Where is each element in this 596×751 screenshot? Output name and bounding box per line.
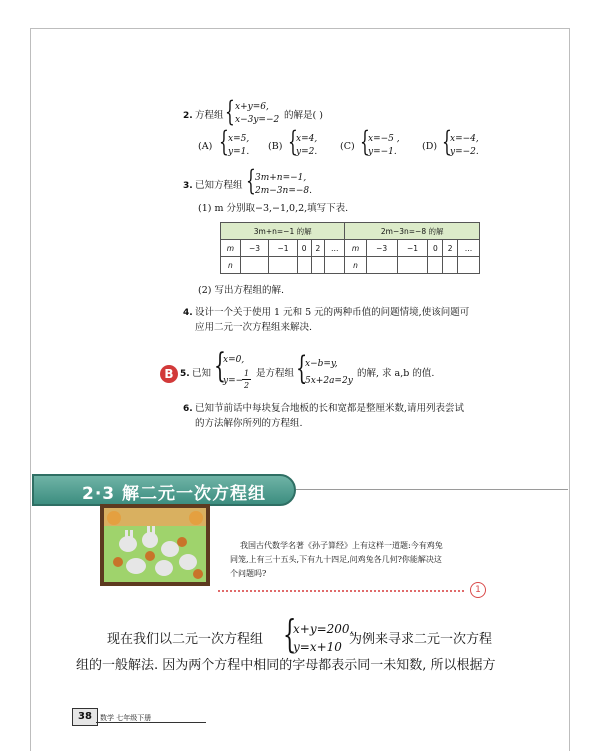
q5-s1: x=0,	[223, 355, 245, 365]
q2-lead: 方程组	[195, 110, 224, 121]
body-eq2: y=x+10	[293, 640, 342, 654]
table-cell: …	[458, 240, 480, 257]
problem-marker: 1	[470, 582, 486, 598]
q5-frac-den: 2	[244, 381, 250, 390]
q2-option-c-l2: y=−1.	[368, 147, 397, 157]
q2-option-d-l2: y=−2.	[450, 147, 479, 157]
story-line1: 我国古代数学名著《孙子算经》上有这样一道题:今有鸡兔	[240, 541, 443, 550]
q3-table	[220, 222, 480, 274]
q2-option-d-l1: x=−4,	[450, 134, 479, 144]
q5-frac-num: 1	[244, 369, 250, 378]
q2-option-b-l2: y=2.	[296, 147, 318, 157]
table-cell: −3	[366, 240, 397, 257]
q3-eq2: 2m−3n=−8.	[255, 186, 312, 196]
q5-lead: 已知	[192, 368, 212, 379]
q2-option-c-l1: x=−5 ,	[368, 134, 400, 144]
q2-brace: {	[225, 95, 235, 128]
q4-number: 4.	[183, 308, 193, 318]
body-p2: 组的一般解法. 因为两个方程中相同的字母都表示同一未知数, 所以根据方	[76, 658, 496, 673]
q6-line1: 已知节前话中每块复合地板的长和宽都是整厘米数,请用列表尝试	[195, 403, 465, 414]
q5-e2: 5x+2a=2y	[305, 376, 353, 386]
q3-brace: {	[246, 164, 256, 197]
table-cell: n	[221, 257, 241, 274]
q5-brace-1: {	[214, 346, 226, 386]
q2-option-d-label: (D)	[422, 141, 438, 152]
banner-rule	[296, 489, 568, 490]
footer-book-title: 数学 七年级下册	[100, 714, 152, 722]
table-cell: 0	[428, 240, 443, 257]
q3-eq1: 3m+n=−1,	[255, 173, 307, 183]
q2-option-a-l1: x=5,	[228, 134, 250, 144]
level-b-badge: B	[160, 365, 178, 383]
table-cell: n	[345, 257, 366, 274]
q2-option-b-l1: x=4,	[296, 134, 318, 144]
q4-line1: 设计一个关于使用 1 元和 5 元的两种币值的问题情境,使该问题可	[195, 307, 470, 318]
q3-sub2: (2) 写出方程组的解.	[198, 285, 284, 296]
body-p1a: 现在我们以二元一次方程组	[107, 632, 264, 647]
q2-option-a-brace: {	[219, 125, 229, 158]
dotted-rule	[218, 590, 464, 592]
q5-e1: x−b=y,	[305, 359, 338, 369]
body-p1b: 为例来寻求二元一次方程	[349, 632, 493, 647]
q3-number: 3.	[183, 181, 193, 191]
table-cell: m	[221, 240, 241, 257]
table-cell: 2	[311, 240, 325, 257]
q6-number: 6.	[183, 404, 193, 414]
table-left-header: 3m+n=−1 的解	[221, 223, 345, 240]
q3-sub1: (1) m 分别取−3,−1,0,2,填写下表.	[198, 203, 349, 214]
table-cell: …	[325, 240, 345, 257]
q2-option-a-label: (A)	[198, 141, 213, 152]
table-cell: m	[345, 240, 366, 257]
q2-eq2: x−3y=−2	[235, 115, 280, 125]
table-row-n	[221, 257, 480, 274]
q2-number: 2.	[183, 111, 193, 121]
section-banner	[32, 474, 296, 506]
table-cell: 0	[297, 240, 311, 257]
story-line2: 同笼,上有三十五头,下有九十四足,问鸡兔各几何?你能解决这	[230, 555, 442, 564]
q2-option-a-l2: y=1.	[228, 147, 250, 157]
table-cell: −1	[269, 240, 298, 257]
q2-tail: 的解是( )	[284, 110, 323, 121]
table-cell: −3	[240, 240, 269, 257]
q2-option-d-brace: {	[442, 125, 452, 158]
q6-line2: 的方法解你所列的方程组.	[195, 418, 303, 429]
q2-option-b-brace: {	[288, 125, 298, 158]
q2-option-c-brace: {	[360, 125, 370, 158]
table-right-header: 2m−3n=−8 的解	[345, 223, 480, 240]
q3-lead: 已知方程组	[195, 180, 243, 191]
page-number: 38	[72, 708, 98, 726]
rabbit-chicken-illustration	[100, 504, 210, 586]
q5-tail: 的解, 求 a,b 的值.	[357, 368, 435, 379]
body-brace: {	[283, 612, 297, 656]
table-cell: −1	[397, 240, 428, 257]
q4-line2: 应用二元一次方程组来解决.	[195, 322, 313, 333]
q5-mid: 是方程组	[256, 368, 295, 379]
q2-option-c-label: (C)	[340, 141, 355, 152]
section-title: 2·3 解二元一次方程组	[82, 484, 267, 504]
q5-brace-2: {	[296, 349, 308, 387]
q2-eq1: x+y=6,	[235, 102, 269, 112]
q5-s2: y=−	[223, 376, 244, 386]
body-eq1: x+y=200,	[293, 622, 354, 636]
story-line3: 个问题吗?	[230, 569, 267, 578]
q5-number: 5.	[180, 369, 190, 379]
q2-option-b-label: (B)	[268, 141, 283, 152]
table-row-m	[221, 240, 480, 257]
table-cell: 2	[443, 240, 458, 257]
